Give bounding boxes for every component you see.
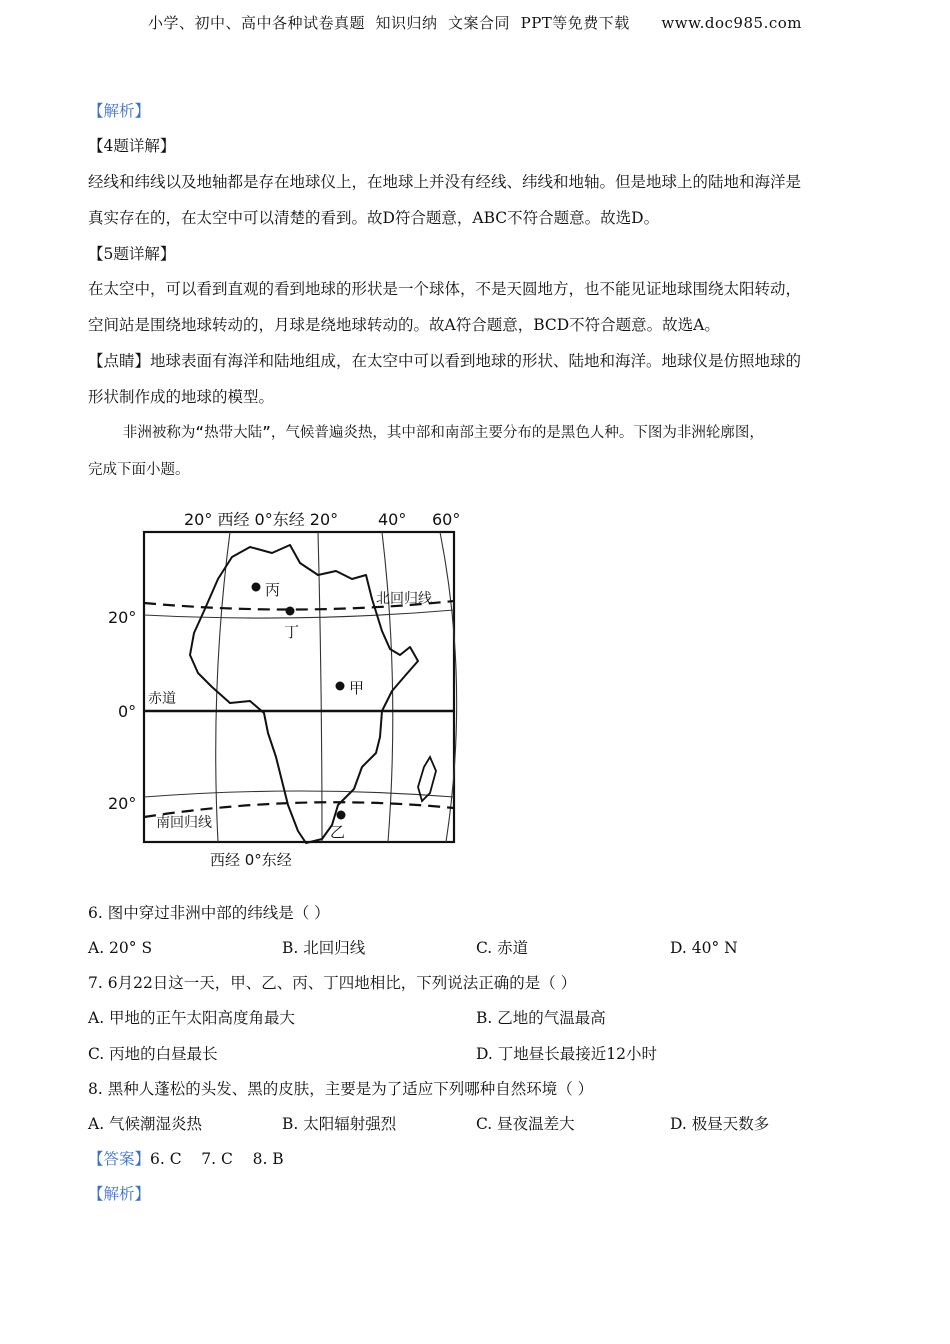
point-ding-label: 丁 bbox=[284, 623, 300, 641]
q5-detail-heading: 【5题详解】 bbox=[88, 245, 176, 263]
analysis-label-2: 【解析】 bbox=[88, 1185, 151, 1203]
point-ding-marker bbox=[286, 607, 295, 616]
point-jia-label: 甲 bbox=[349, 679, 365, 697]
q5-text-line-2: 空间站是围绕地球转动的，月球是绕地球转动的。故A符合题意，BCD不符合题意。故选A。 bbox=[88, 316, 720, 334]
answer-label: 【答案】 bbox=[88, 1150, 151, 1168]
tip-label: 【点睛】 bbox=[88, 352, 151, 370]
q6-option-d: D. 40° N bbox=[670, 939, 738, 957]
q8-stem: 8. 黑种人蓬松的头发、黑的皮肤，主要是为了适应下列哪种自然环境（ ） bbox=[88, 1080, 594, 1098]
analysis-label: 【解析】 bbox=[88, 102, 151, 120]
africa-outline-map bbox=[100, 505, 472, 873]
q8-option-c: C. 昼夜温差大 bbox=[476, 1115, 575, 1133]
q4-text-line-2: 真实存在的，在太空中可以清楚的看到。故D符合题意，ABC不符合题意。故选D。 bbox=[88, 209, 660, 227]
map-top-label: 20° 西经 0°东经 20° bbox=[184, 510, 339, 529]
tropic-south-label: 南回归线 bbox=[156, 815, 212, 831]
africa-coastline bbox=[190, 545, 418, 843]
answer-text: 6. C 7. C 8. B bbox=[150, 1150, 284, 1168]
q6-option-c: C. 赤道 bbox=[476, 939, 529, 957]
q6-option-b: B. 北回归线 bbox=[282, 939, 366, 957]
parallel-20s bbox=[144, 791, 454, 797]
point-bing-marker bbox=[252, 583, 261, 592]
q7-option-a: A. 甲地的正午太阳高度角最大 bbox=[88, 1009, 296, 1027]
q5-text-line-1: 在太空中，可以看到直观的看到地球的形状是一个球体，不是天圆地方，也不能见证地球围绕太阳转动， bbox=[88, 280, 802, 298]
tropic-north-label: 北回归线 bbox=[376, 591, 432, 607]
parallel-20n bbox=[144, 610, 454, 618]
answer-line bbox=[88, 1148, 284, 1170]
tip-text-1: 地球表面有海洋和陆地组成，在太空中可以看到地球的形状、陆地和海洋。地球仪是仿照地球的 bbox=[150, 352, 802, 370]
tip-text-line-2: 形状制作成的地球的模型。 bbox=[88, 388, 275, 406]
map-frame bbox=[144, 532, 454, 842]
madagascar-outline bbox=[418, 757, 436, 801]
q8-option-d: D. 极昼天数多 bbox=[670, 1115, 770, 1133]
q8-option-a: A. 气候潮湿炎热 bbox=[88, 1115, 203, 1133]
lat-label-20n: 20° bbox=[108, 608, 137, 627]
q8-option-b: B. 太阳辐射强烈 bbox=[282, 1115, 397, 1133]
q7-option-d: D. 丁地昼长最接近12小时 bbox=[476, 1045, 657, 1063]
equator-label: 赤道 bbox=[148, 691, 176, 707]
q7-stem: 7. 6月22日这一天，甲、乙、丙、丁四地相比，下列说法正确的是（ ） bbox=[88, 974, 577, 992]
intro-line-2: 完成下面小题。 bbox=[88, 462, 190, 478]
map-top-label-40: 40° bbox=[378, 510, 407, 529]
q6-option-a: A. 20° S bbox=[88, 939, 153, 957]
point-yi-label: 乙 bbox=[330, 823, 346, 841]
point-bing-label: 丙 bbox=[265, 581, 281, 599]
lat-label-0: 0° bbox=[118, 702, 137, 721]
q4-detail-heading: 【4题详解】 bbox=[88, 137, 176, 155]
q7-option-b: B. 乙地的气温最高 bbox=[476, 1009, 606, 1027]
map-bottom-label: 西经 0°东经 bbox=[210, 851, 292, 869]
tip-paragraph-line-1 bbox=[88, 350, 801, 372]
point-yi-marker bbox=[337, 811, 346, 820]
point-jia-marker bbox=[336, 682, 345, 691]
q6-stem: 6. 图中穿过非洲中部的纬线是（ ） bbox=[88, 904, 330, 922]
q7-option-c: C. 丙地的白昼最长 bbox=[88, 1045, 218, 1063]
meridian-20e bbox=[318, 532, 322, 842]
q4-text-line-1: 经线和纬线以及地轴都是存在地球仪上，在地球上并没有经线、纬线和地轴。但是地球上的陆地和海洋是 bbox=[88, 173, 802, 191]
lat-label-20s: 20° bbox=[108, 794, 137, 813]
intro-line-1: 非洲被称为“热带大陆”，气候普遍炎热，其中部和南部主要分布的是黑色人种。下图为非洲轮廓图， bbox=[88, 425, 764, 441]
meridian-40e bbox=[382, 532, 393, 842]
map-top-label-60: 60° bbox=[432, 510, 461, 529]
page-header: 小学、初中、高中各种试卷真题 知识归纳 文案合同 PPT等免费下载 www.doc985.com bbox=[147, 14, 802, 32]
